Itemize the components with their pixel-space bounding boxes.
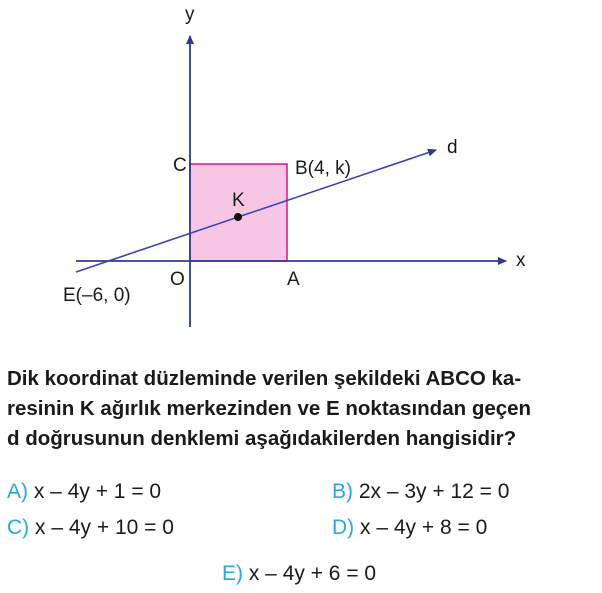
option-text: 2x – 3y + 12 = 0	[358, 480, 510, 503]
point-k-label: K	[232, 190, 245, 211]
question-line: resinin K ağırlık merkezinden ve E noktasından geçen	[7, 397, 532, 420]
option-letter: C)	[7, 516, 30, 539]
option-c[interactable]	[7, 516, 174, 540]
question-line: Dik koordinat düzleminde verilen şekildeki ABCO ka-	[7, 367, 522, 390]
axis-x-label: x	[516, 250, 526, 271]
square-abco	[190, 164, 287, 261]
option-text: x – 4y + 1 = 0	[33, 480, 162, 503]
option-text: x – 4y + 10 = 0	[35, 516, 174, 539]
option-text: x – 4y + 6 = 0	[248, 562, 377, 585]
option-b[interactable]	[332, 480, 509, 504]
point-e-label: E(–6, 0)	[63, 285, 131, 306]
point-a-label: A	[287, 269, 300, 290]
axis-y-label: y	[185, 4, 195, 25]
option-e[interactable]	[222, 562, 376, 586]
option-a[interactable]	[7, 480, 161, 504]
option-letter: E)	[222, 562, 243, 585]
option-letter: B)	[332, 480, 353, 503]
option-letter: A)	[7, 480, 28, 503]
point-o-label: O	[170, 269, 185, 290]
question-line: d doğrusunun denklemi aşağıdakilerden hangisidir?	[7, 427, 517, 450]
point-b-label: B(4, k)	[295, 158, 351, 179]
question-text	[7, 364, 597, 454]
line-d-label: d	[447, 137, 458, 158]
point-c-label: C	[173, 155, 187, 176]
option-text: x – 4y + 8 = 0	[360, 516, 488, 539]
option-letter: D)	[332, 516, 355, 539]
point-k	[234, 213, 242, 221]
option-d[interactable]	[332, 516, 487, 540]
